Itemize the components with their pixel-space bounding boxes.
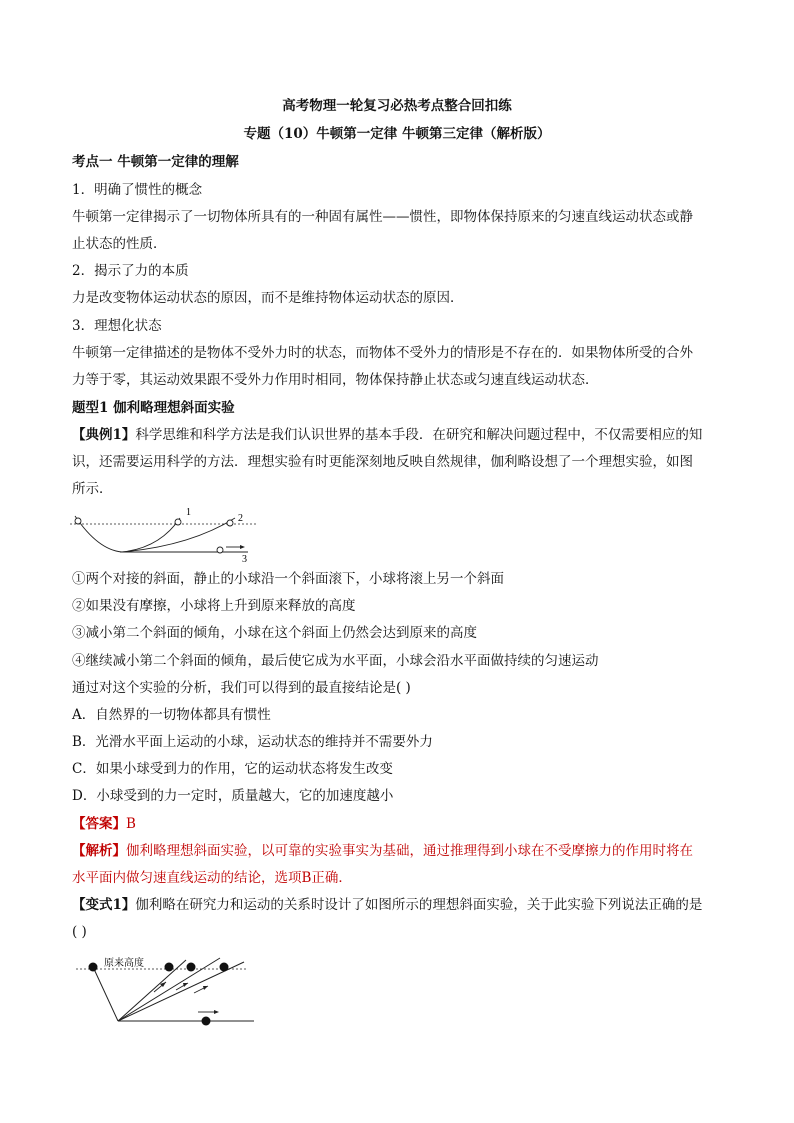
ball-start — [75, 518, 81, 524]
ball-1 — [175, 519, 181, 525]
point-3-text-cont: 力等于零，其运动效果跟不受外力作用时相同，物体保持静止状态或匀速直线运动状态． — [72, 372, 599, 388]
example-label: 【典例1】 — [72, 427, 136, 443]
arrow-4-head — [214, 1010, 219, 1014]
motion-arrowhead — [240, 545, 245, 549]
left-slope — [94, 969, 118, 1021]
inclined-plane-figure — [70, 506, 260, 564]
original-height-figure — [74, 952, 254, 1028]
topic-heading: 题型1 伽利略理想斜面实验 — [72, 400, 235, 416]
statement-2: ②如果没有摩擦，小球将上升到原来释放的高度 — [72, 598, 356, 614]
fig-label-1: 1 — [186, 507, 191, 518]
fig-label-3: 3 — [242, 554, 247, 564]
point-1-title: 1．明确了惯性的概念 — [72, 182, 203, 198]
ball-1 — [165, 963, 174, 972]
point-2-text: 力是改变物体运动状态的原因，而不是维持物体运动状态的原因． — [72, 290, 464, 306]
ball-4 — [202, 1017, 211, 1026]
point-3-title: 3．理想化状态 — [72, 318, 162, 334]
analysis — [72, 841, 693, 861]
example-paragraph — [72, 425, 702, 445]
ball-2 — [227, 520, 233, 526]
variant-text: 伽利略在研究力和运动的关系时设计了如图所示的理想斜面实验，关于此实验下列说法正确的是 — [135, 897, 703, 913]
point-3-text: 牛顿第一定律描述的是物体不受外力时的状态，而物体不受外力的情形是不存在的．如果物体所受的合外 — [72, 345, 693, 361]
left-slope — [75, 516, 122, 552]
slope-1 — [122, 518, 180, 552]
example-text: 科学思维和科学方法是我们认识世界的基本手段．在研究和解决问题过程中，不仅需要相应的知 — [135, 427, 703, 443]
example-text-end: 所示． — [72, 481, 113, 497]
option-c: C．如果小球受到力的作用，它的运动状态将发生改变 — [72, 761, 393, 777]
analysis-text: 伽利略理想斜面实验，以可靠的实验事实为基础，通过推理得到小球在不受摩擦力的作用时将在 — [126, 843, 693, 859]
variant-paragraph — [72, 895, 702, 915]
point-2-title: 2．揭示了力的本质 — [72, 263, 189, 279]
arrow-2-head — [183, 983, 188, 987]
option-b: B．光滑水平面上运动的小球，运动状态的维持并不需要外力 — [72, 734, 433, 750]
original-height-label: 原来高度 — [104, 958, 144, 969]
question-text: 通过对这个实验的分析，我们可以得到的最直接结论是( ) — [72, 680, 411, 696]
point-1-text: 牛顿第一定律揭示了一切物体所具有的一种固有属性——惯性，即物体保持原来的匀速直线运动状态或静 — [72, 209, 693, 225]
answer-label: 【答案】 — [72, 816, 126, 832]
fig-label-2: 2 — [238, 513, 243, 524]
answer — [72, 814, 136, 834]
arrow-3-head — [203, 986, 208, 990]
option-a: A．自然界的一切物体都具有惯性 — [72, 707, 271, 723]
example-text-cont: 识，还需要运用科学的方法．理想实验有时更能深刻地反映自然规律，伽利略设想了一个理想实验，如图 — [72, 454, 693, 470]
statement-1: ①两个对接的斜面，静止的小球沿一个斜面滚下，小球将滚上另一个斜面 — [72, 571, 504, 587]
ball-3 — [217, 547, 223, 553]
analysis-label: 【解析】 — [72, 843, 126, 859]
variant-label: 【变式1】 — [72, 897, 136, 913]
document-title: 高考物理一轮复习必热考点整合回扣练 — [282, 98, 512, 114]
ball-2 — [187, 963, 196, 972]
point-1-text-cont: 止状态的性质． — [72, 236, 167, 252]
statement-4: ④继续减小第二个斜面的倾角，最后使它成为水平面，小球会沿水平面做持续的匀速运动 — [72, 653, 599, 669]
section-heading: 考点一 牛顿第一定律的理解 — [72, 154, 239, 170]
document-subtitle: 专题（10）牛顿第一定律 牛顿第三定律（解析版） — [243, 126, 551, 142]
answer-value: B — [126, 816, 136, 832]
option-d: D．小球受到的力一定时，质量越大，它的加速度越小 — [72, 788, 394, 804]
statement-3: ③减小第二个斜面的倾角，小球在这个斜面上仍然会达到原来的高度 — [72, 625, 477, 641]
analysis-text-cont: 水平面内做匀速直线运动的结论，选项B正确． — [72, 870, 352, 886]
ball-3 — [220, 963, 229, 972]
variant-answer-blank: ( ) — [72, 924, 87, 940]
ball-start — [89, 963, 98, 972]
